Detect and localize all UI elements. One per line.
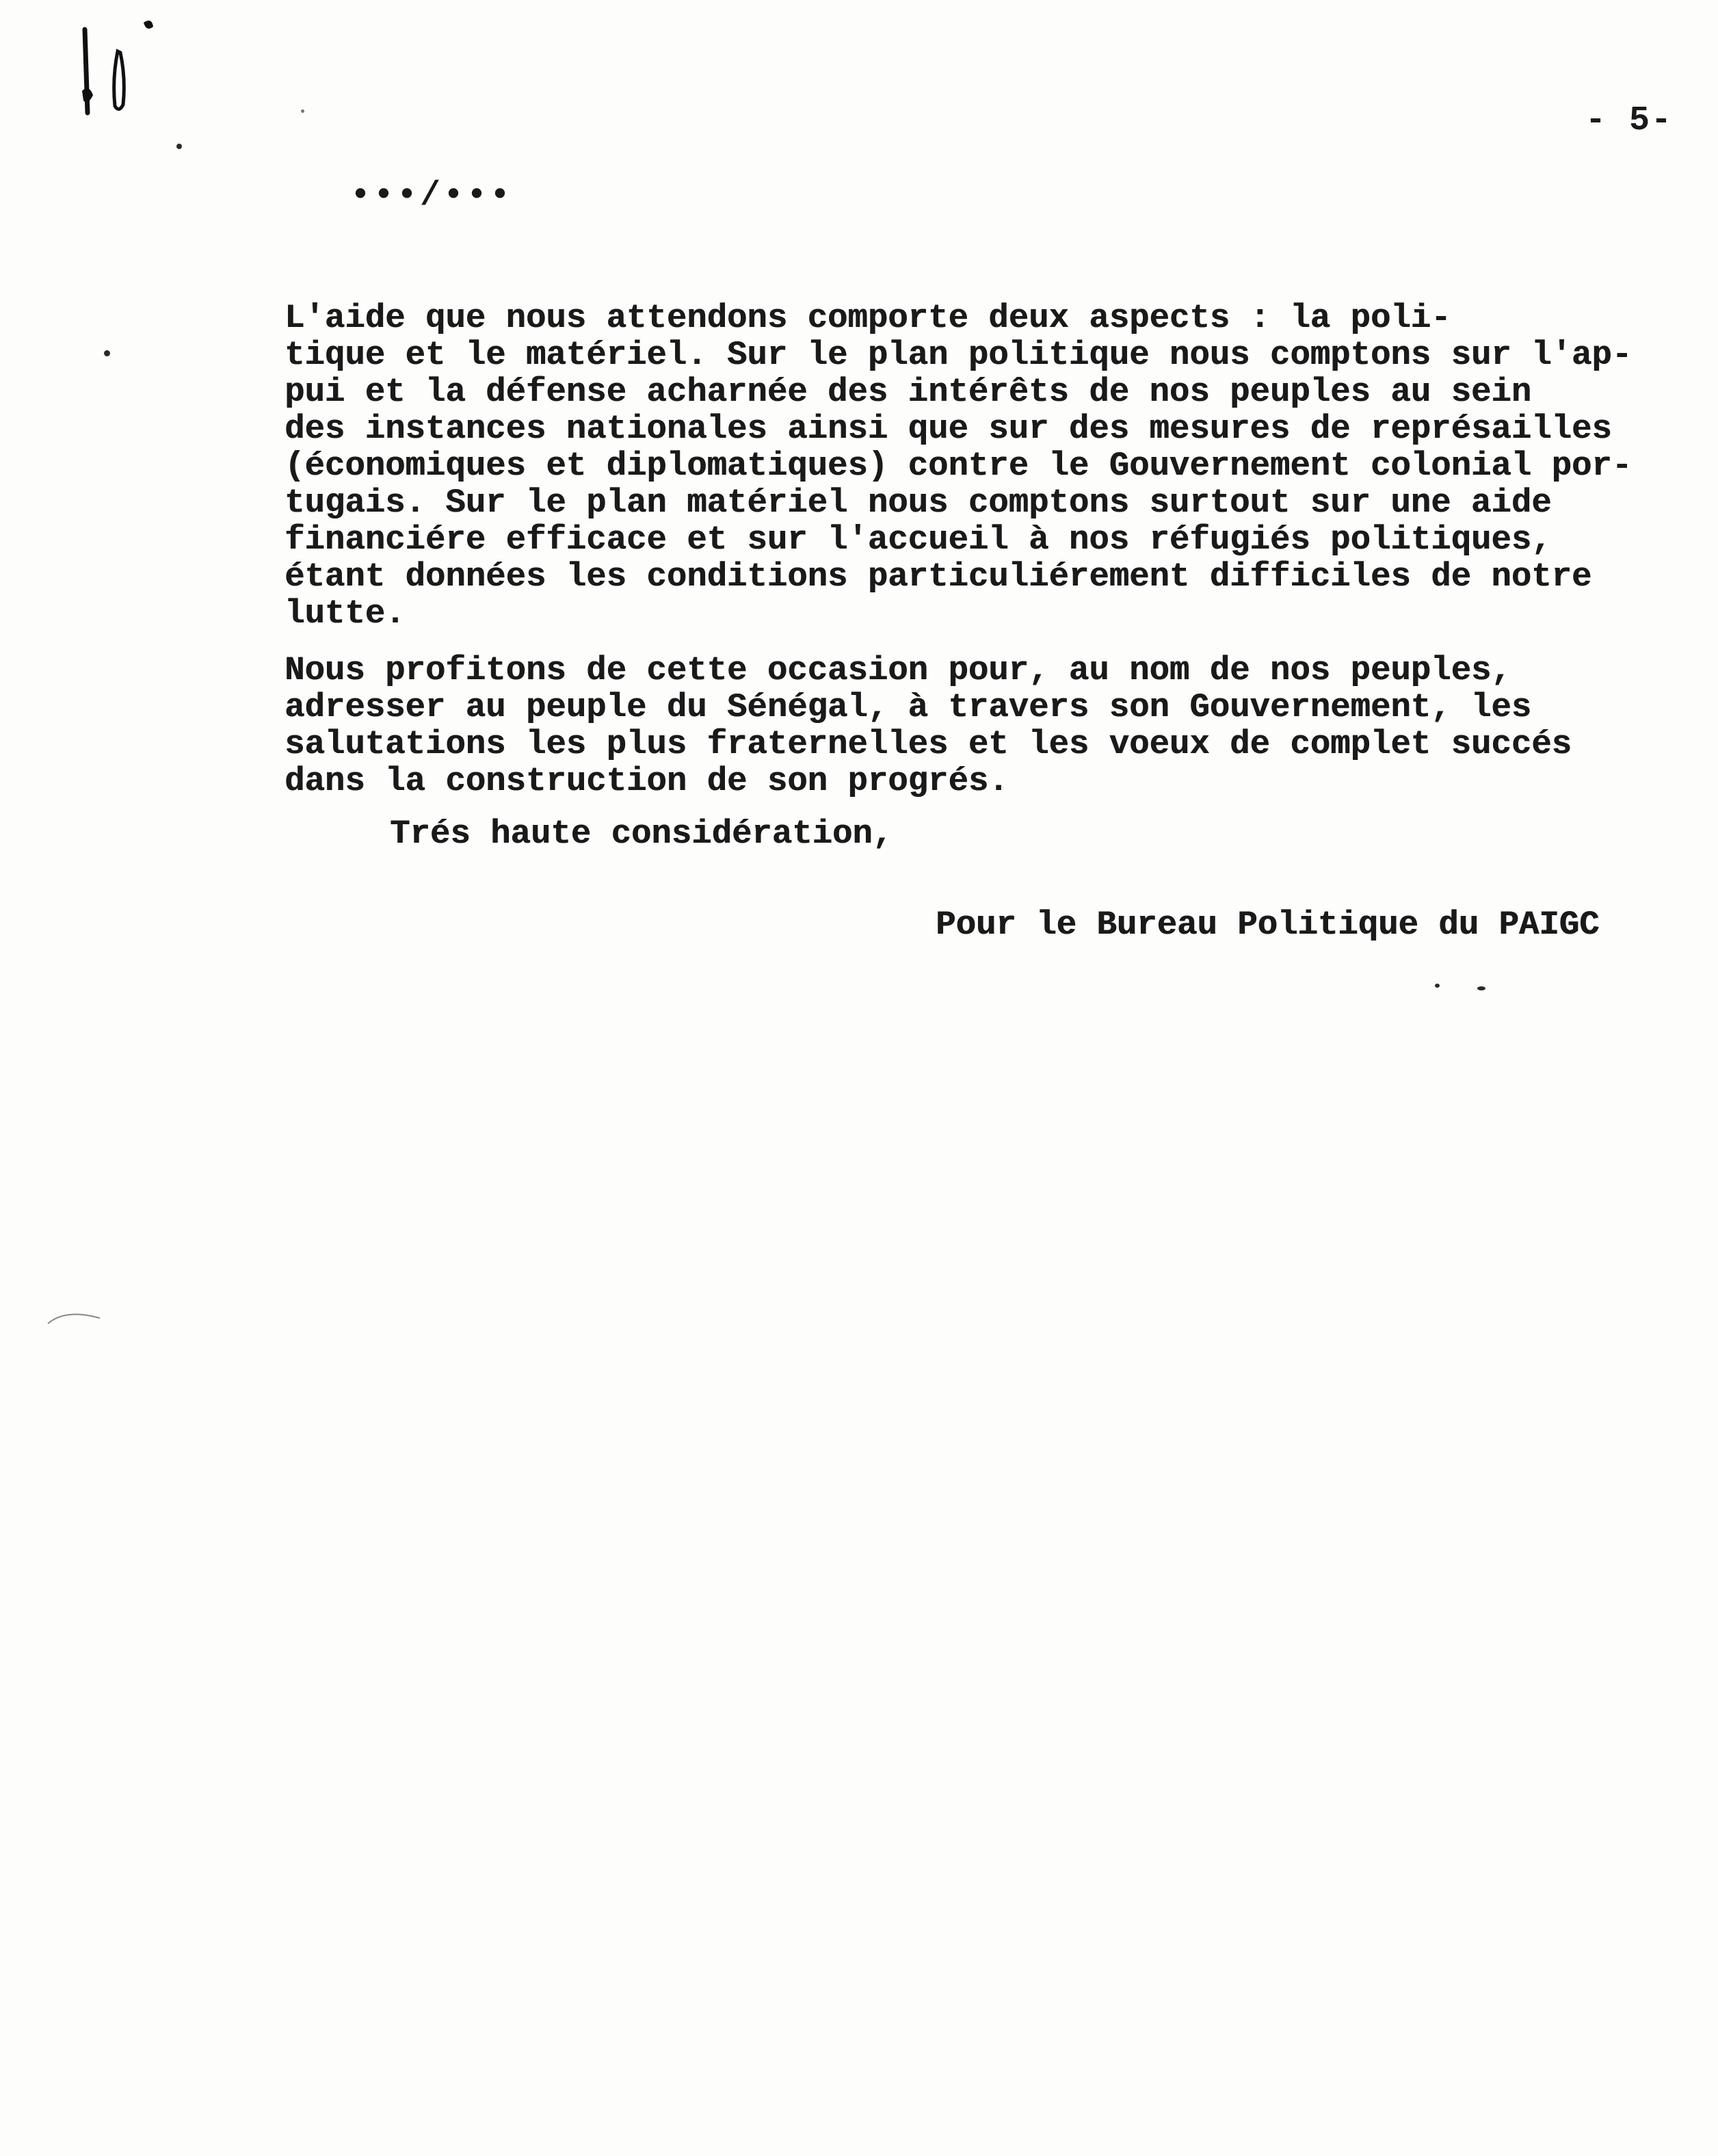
- ink-speck: [1477, 986, 1485, 990]
- paragraph-aid-request: L'aide que nous attendons comporte deux aspects : la poli- tique et le matériel. Sur le plan politique nous comptons sur l'ap- pui et la défense acharnée des intérêts de nos peuples au sein des instances nationales ainsi que sur des mesures de représailles (économiques et diplomatiques) contre le Gouvernement colonial por- tugais. Sur le plan matériel nous comptons surtout sur une aide financiére efficace et sur l'accueil à nos réfugiés politiques, étant données les conditions particuliérement difficiles de notre lutte.: [285, 299, 1633, 633]
- paragraph-greetings: Nous profitons de cette occasion pour, au nom de nos peuples, adresser au peuple du Sénégal, à travers son Gouvernement, les salutations les plus fraternelles et les voeux de complet succés dans la construction de son progrés.: [285, 651, 1572, 800]
- ink-speck: [1435, 984, 1440, 988]
- paper-smudge: [45, 1303, 107, 1330]
- ink-speck: [176, 144, 182, 149]
- continuation-mark: •••/•••: [350, 176, 514, 215]
- ink-speck: [104, 350, 110, 356]
- handwritten-margin-mark: [75, 10, 157, 120]
- closing-salutation: Trés haute considération,: [390, 815, 893, 853]
- signature-line: Pour le Bureau Politique du PAIGC: [936, 906, 1600, 944]
- ink-speck: [301, 109, 304, 113]
- page-number: - 5-: [1585, 101, 1674, 140]
